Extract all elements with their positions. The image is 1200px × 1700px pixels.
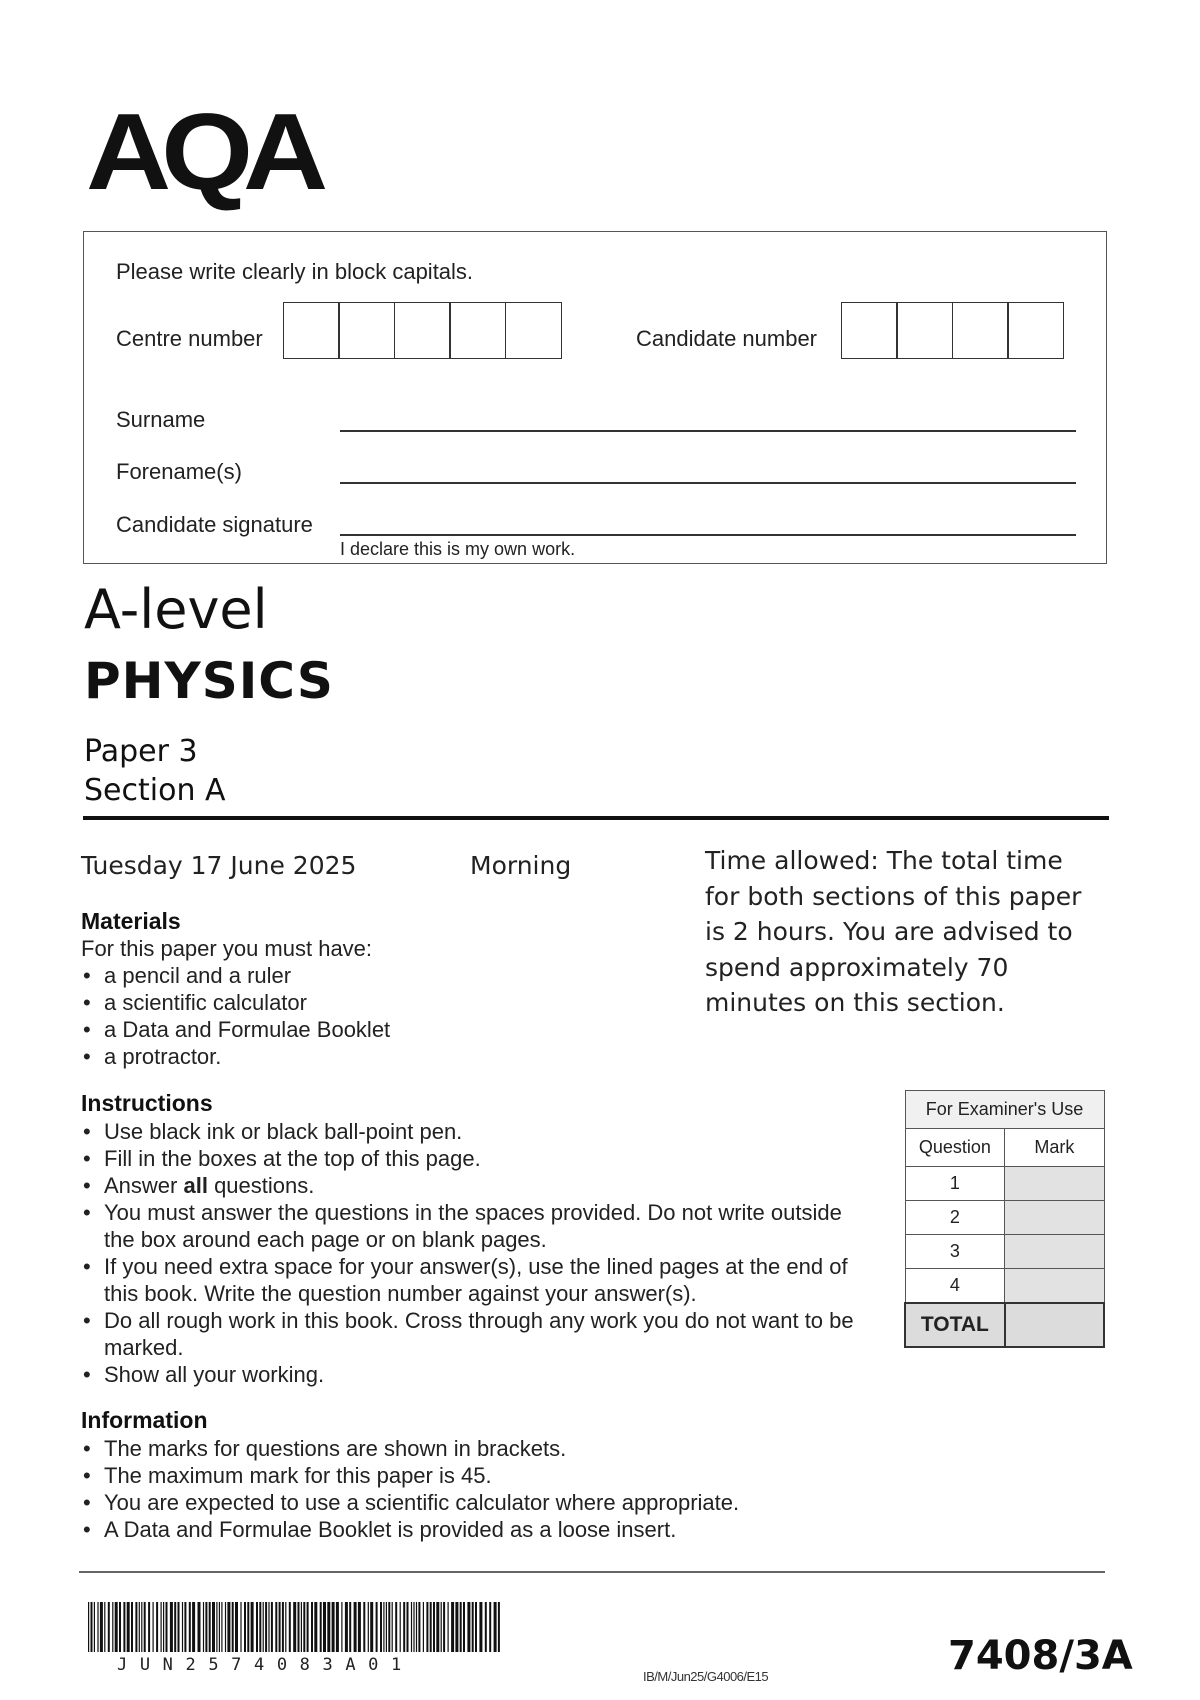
mark-cell[interactable] <box>1005 1269 1104 1304</box>
subject-title: PHYSICS <box>84 652 334 710</box>
exam-date: Tuesday 17 June 2025 <box>81 851 357 880</box>
centre-number-digit[interactable] <box>449 302 506 359</box>
materials-list <box>81 962 641 1070</box>
question-column-header: Question <box>905 1129 1005 1167</box>
question-number: 3 <box>905 1235 1005 1269</box>
block-capitals-instruction: Please write clearly in block capitals. <box>116 259 474 284</box>
materials-item: • a scientific calculator <box>81 989 641 1016</box>
information-item: • A Data and Formulae Booklet is provided as a loose insert. <box>81 1516 871 1543</box>
candidate-number-digit[interactable] <box>896 302 953 359</box>
footer-divider <box>79 1571 1105 1573</box>
paper-code: 7408/3A <box>948 1633 1133 1679</box>
examiner-table-row <box>905 1235 1104 1269</box>
mark-cell[interactable] <box>1005 1235 1104 1269</box>
examiner-table-row <box>905 1167 1104 1201</box>
time-allowed-text: Time allowed: The total time for both sections of this paper is 2 hours. You are advised to spend approximately 70 minutes on this section. <box>705 846 1082 1017</box>
candidate-number-digit[interactable] <box>952 302 1009 359</box>
examiner-table-row <box>905 1201 1104 1235</box>
candidate-number-digit[interactable] <box>841 302 898 359</box>
signature-field[interactable] <box>340 534 1076 536</box>
centre-number-label: Centre number <box>116 326 263 351</box>
candidate-number-boxes <box>842 302 1064 359</box>
candidate-details-box <box>83 231 1107 564</box>
materials-item: • a protractor. <box>81 1043 641 1070</box>
instruction-item: • Show all your working. <box>81 1361 871 1388</box>
candidate-number-digit[interactable] <box>1007 302 1064 359</box>
instruction-item: • You must answer the questions in the spaces provided. Do not write outside the box around each page or on blank pages. <box>81 1199 871 1253</box>
mark-column-header: Mark <box>1005 1129 1104 1167</box>
instruction-item: • Use black ink or black ball-point pen. <box>81 1118 871 1145</box>
materials-heading: Materials <box>81 908 181 934</box>
question-number: 2 <box>905 1201 1005 1235</box>
examiner-table-row <box>905 1269 1104 1304</box>
examiner-table-title: For Examiner's Use <box>905 1091 1104 1129</box>
instruction-item: • Fill in the boxes at the top of this page. <box>81 1145 871 1172</box>
total-row <box>905 1303 1104 1347</box>
information-heading: Information <box>81 1407 208 1433</box>
materials-intro: For this paper you must have: <box>81 936 373 961</box>
surname-label: Surname <box>116 407 206 432</box>
title-divider <box>83 816 1109 820</box>
forenames-field[interactable] <box>340 482 1076 484</box>
materials-item: • a Data and Formulae Booklet <box>81 1016 641 1043</box>
materials-item: • a pencil and a ruler <box>81 962 641 989</box>
barcode-text: JUN2574083A01 <box>117 1655 414 1675</box>
information-item: • The maximum mark for this paper is 45. <box>81 1462 871 1489</box>
total-mark-cell[interactable] <box>1005 1303 1104 1347</box>
centre-number-digit[interactable] <box>394 302 451 359</box>
forenames-label: Forename(s) <box>116 459 242 484</box>
instructions-heading: Instructions <box>81 1090 213 1116</box>
instruction-item: • If you need extra space for your answer(s), use the lined pages at the end of this book. Write the question number against your answer(s). <box>81 1253 871 1307</box>
information-item: • You are expected to use a scientific calculator where appropriate. <box>81 1489 871 1516</box>
paper-number: Paper 3 <box>84 734 198 769</box>
question-number: 1 <box>905 1167 1005 1201</box>
total-label: TOTAL <box>905 1303 1005 1347</box>
centre-number-digit[interactable] <box>338 302 395 359</box>
exam-session: Morning <box>470 851 572 880</box>
instructions-list <box>81 1118 871 1388</box>
information-list <box>81 1435 871 1543</box>
signature-label: Candidate signature <box>116 512 313 537</box>
information-item: • The marks for questions are shown in brackets. <box>81 1435 871 1462</box>
surname-field[interactable] <box>340 430 1076 432</box>
reference-code: IB/M/Jun25/G4006/E15 <box>643 1669 769 1684</box>
centre-number-boxes <box>284 302 562 359</box>
declaration-text: I declare this is my own work. <box>340 539 576 559</box>
centre-number-digit[interactable] <box>505 302 562 359</box>
centre-number-digit[interactable] <box>283 302 340 359</box>
mark-cell[interactable] <box>1005 1201 1104 1235</box>
section-name: Section A <box>84 773 226 808</box>
mark-cell[interactable] <box>1005 1167 1104 1201</box>
question-number: 4 <box>905 1269 1005 1304</box>
barcode <box>88 1602 504 1652</box>
instruction-item: • Do all rough work in this book. Cross through any work you do not want to be marked. <box>81 1307 871 1361</box>
instruction-item: • Answer all questions. <box>81 1172 871 1199</box>
qualification-level: A-level <box>84 578 268 641</box>
candidate-number-label: Candidate number <box>636 326 818 351</box>
examiner-use-table <box>904 1090 1105 1348</box>
aqa-logo: AQA <box>86 91 319 213</box>
